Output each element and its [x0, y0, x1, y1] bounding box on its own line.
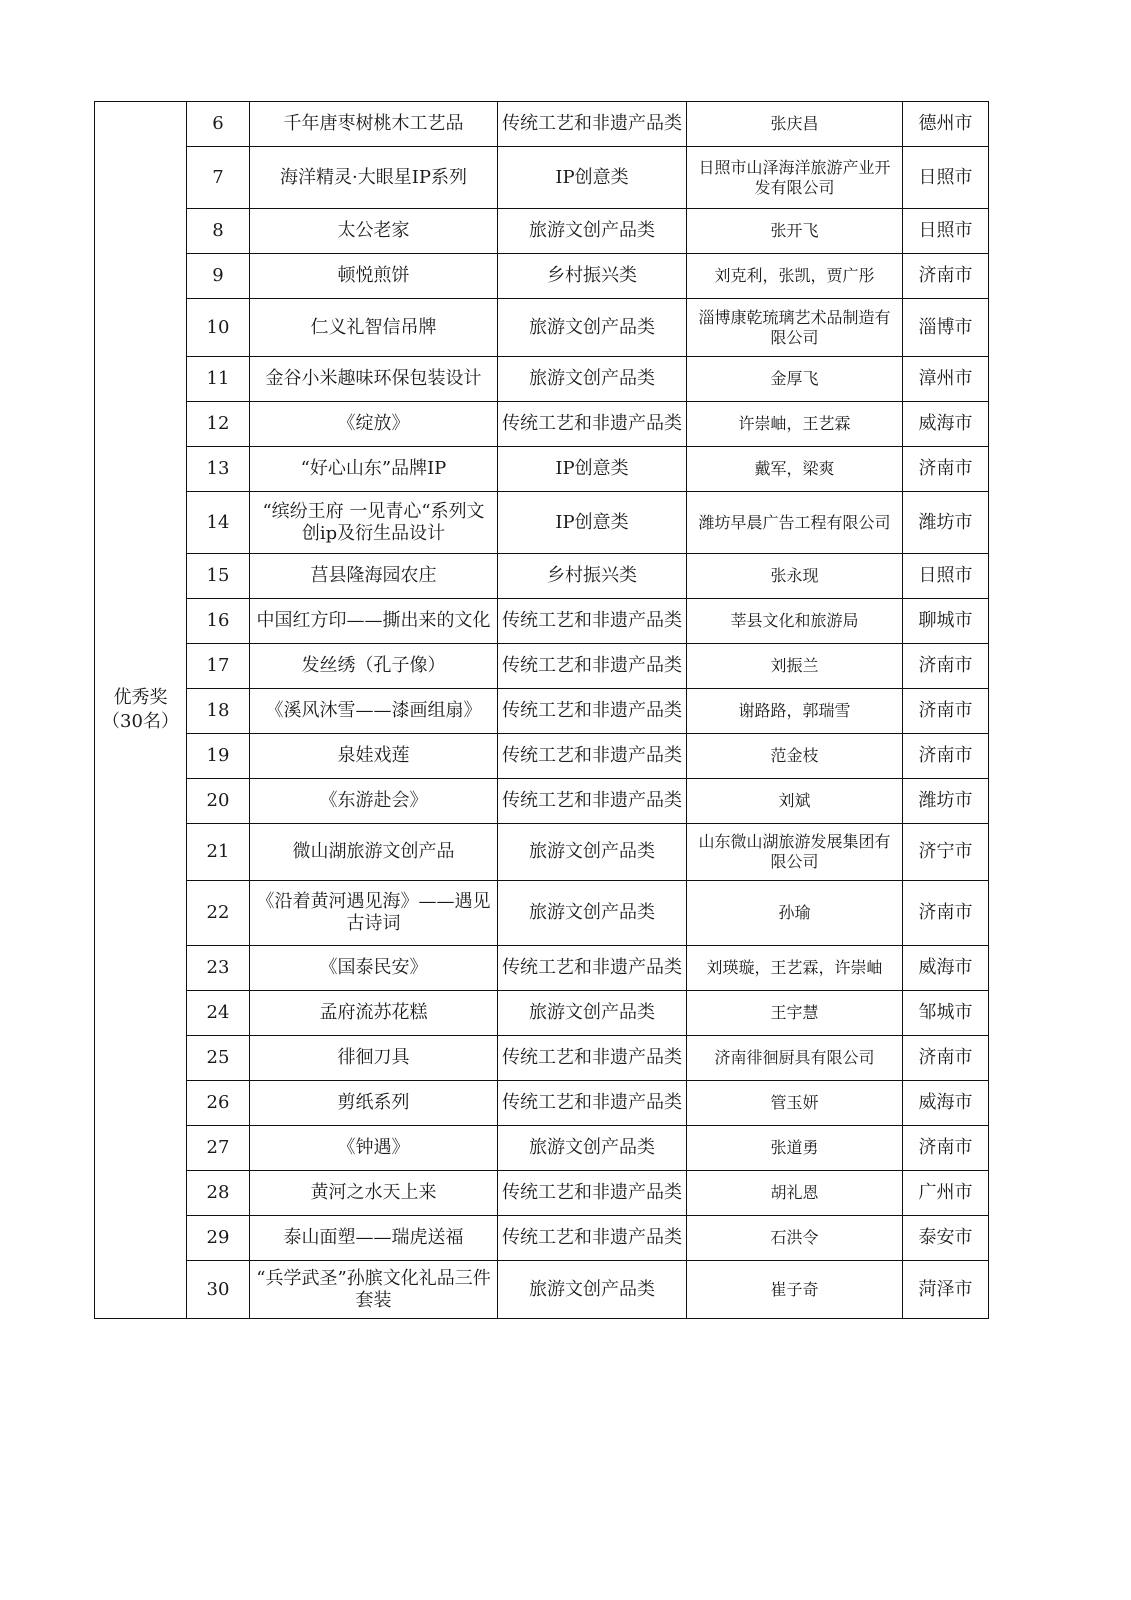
- entry-number: 24: [187, 991, 250, 1036]
- entry-author: 范金枝: [687, 734, 903, 779]
- entry-number: 8: [187, 209, 250, 254]
- entry-type: 传统工艺和非遗产品类: [498, 102, 687, 147]
- entry-name: “好心山东”品牌IP: [250, 447, 498, 492]
- entry-name: 徘徊刀具: [250, 1036, 498, 1081]
- table-row: [95, 402, 989, 447]
- entry-city: 威海市: [903, 402, 989, 447]
- table-row: [95, 357, 989, 402]
- entry-city: 济南市: [903, 1036, 989, 1081]
- entry-city: 广州市: [903, 1171, 989, 1216]
- award-table: [94, 101, 989, 1319]
- entry-city: 邹城市: [903, 991, 989, 1036]
- entry-name: 《钟遇》: [250, 1126, 498, 1171]
- entry-name: 中国红方印——撕出来的文化: [250, 599, 498, 644]
- table-row: [95, 102, 989, 147]
- entry-number: 26: [187, 1081, 250, 1126]
- entry-author: 谢路路，郭瑞雪: [687, 689, 903, 734]
- entry-author: 刘瑛璇，王艺霖，许崇岫: [687, 946, 903, 991]
- table-row: [95, 991, 989, 1036]
- entry-city: 德州市: [903, 102, 989, 147]
- table-row: [95, 599, 989, 644]
- entry-author: 崔子奇: [687, 1261, 903, 1319]
- entry-number: 10: [187, 299, 250, 357]
- entry-name: 顿悦煎饼: [250, 254, 498, 299]
- entry-type: 传统工艺和非遗产品类: [498, 1171, 687, 1216]
- entry-author: 石洪令: [687, 1216, 903, 1261]
- entry-name: 仁义礼智信吊牌: [250, 299, 498, 357]
- entry-type: 旅游文创产品类: [498, 209, 687, 254]
- table-row: [95, 644, 989, 689]
- entry-type: 旅游文创产品类: [498, 299, 687, 357]
- entry-number: 25: [187, 1036, 250, 1081]
- entry-number: 21: [187, 824, 250, 881]
- entry-author: 日照市山泽海洋旅游产业开发有限公司: [687, 147, 903, 209]
- entry-name: 太公老家: [250, 209, 498, 254]
- entry-type: 旅游文创产品类: [498, 1126, 687, 1171]
- entry-type: 旅游文创产品类: [498, 881, 687, 946]
- entry-name: 莒县隆海园农庄: [250, 554, 498, 599]
- table-row: [95, 299, 989, 357]
- entry-author: 金厚飞: [687, 357, 903, 402]
- entry-name: 《东游赴会》: [250, 779, 498, 824]
- entry-author: 山东微山湖旅游发展集团有限公司: [687, 824, 903, 881]
- entry-city: 济南市: [903, 881, 989, 946]
- table-row: [95, 824, 989, 881]
- table-row: [95, 147, 989, 209]
- entry-name: 泰山面塑——瑞虎送福: [250, 1216, 498, 1261]
- entry-author: 淄博康乾琉璃艺术品制造有限公司: [687, 299, 903, 357]
- table-row: [95, 1216, 989, 1261]
- entry-city: 济南市: [903, 1126, 989, 1171]
- entry-type: 传统工艺和非遗产品类: [498, 946, 687, 991]
- entry-author: 胡礼恩: [687, 1171, 903, 1216]
- entry-name: “兵学武圣”孙膑文化礼品三件套装: [250, 1261, 498, 1319]
- entry-name: 千年唐枣树桃木工艺品: [250, 102, 498, 147]
- entry-city: 济南市: [903, 734, 989, 779]
- entry-name: 剪纸系列: [250, 1081, 498, 1126]
- entry-number: 14: [187, 492, 250, 554]
- entry-name: “缤纷王府 一见青心“系列文创ip及衍生品设计: [250, 492, 498, 554]
- entry-city: 漳州市: [903, 357, 989, 402]
- entry-author: 刘克利，张凯，贾广彤: [687, 254, 903, 299]
- table-row: [95, 209, 989, 254]
- entry-author: 戴军，梁爽: [687, 447, 903, 492]
- entry-author: 许崇岫，王艺霖: [687, 402, 903, 447]
- entry-city: 济南市: [903, 689, 989, 734]
- entry-city: 济南市: [903, 644, 989, 689]
- entry-number: 18: [187, 689, 250, 734]
- table-row: [95, 881, 989, 946]
- entry-type: IP创意类: [498, 147, 687, 209]
- table-row: [95, 1261, 989, 1319]
- entry-number: 20: [187, 779, 250, 824]
- entry-name: 《国泰民安》: [250, 946, 498, 991]
- entry-city: 济南市: [903, 447, 989, 492]
- entry-type: 传统工艺和非遗产品类: [498, 1216, 687, 1261]
- entry-number: 19: [187, 734, 250, 779]
- entry-city: 威海市: [903, 1081, 989, 1126]
- entry-type: 传统工艺和非遗产品类: [498, 689, 687, 734]
- entry-author: 孙瑜: [687, 881, 903, 946]
- table-row: [95, 946, 989, 991]
- entry-name: 孟府流苏花糕: [250, 991, 498, 1036]
- entry-type: 乡村振兴类: [498, 254, 687, 299]
- award-category-count: （30名）: [102, 711, 179, 732]
- table-row: [95, 554, 989, 599]
- entry-type: 旅游文创产品类: [498, 1261, 687, 1319]
- entry-city: 聊城市: [903, 599, 989, 644]
- entry-type: 传统工艺和非遗产品类: [498, 1081, 687, 1126]
- entry-number: 11: [187, 357, 250, 402]
- entry-city: 潍坊市: [903, 779, 989, 824]
- entry-number: 17: [187, 644, 250, 689]
- entry-number: 13: [187, 447, 250, 492]
- entry-number: 23: [187, 946, 250, 991]
- table-row: [95, 689, 989, 734]
- award-category-cell: [95, 102, 187, 1319]
- entry-number: 7: [187, 147, 250, 209]
- entry-name: 发丝绣（孔子像）: [250, 644, 498, 689]
- entry-number: 27: [187, 1126, 250, 1171]
- entry-author: 王宇慧: [687, 991, 903, 1036]
- entry-number: 6: [187, 102, 250, 147]
- entry-type: 传统工艺和非遗产品类: [498, 1036, 687, 1081]
- entry-type: 乡村振兴类: [498, 554, 687, 599]
- entry-type: IP创意类: [498, 492, 687, 554]
- entry-type: 传统工艺和非遗产品类: [498, 644, 687, 689]
- table-row: [95, 1081, 989, 1126]
- entry-city: 淄博市: [903, 299, 989, 357]
- entry-author: 张开飞: [687, 209, 903, 254]
- table-row: [95, 1171, 989, 1216]
- entry-type: 传统工艺和非遗产品类: [498, 402, 687, 447]
- table-row: [95, 254, 989, 299]
- entry-name: 海洋精灵·大眼星IP系列: [250, 147, 498, 209]
- award-category-title: 优秀奖: [113, 687, 168, 708]
- entry-name: 《绽放》: [250, 402, 498, 447]
- entry-city: 日照市: [903, 209, 989, 254]
- entry-city: 菏泽市: [903, 1261, 989, 1319]
- entry-name: 《溪风沐雪——漆画组扇》: [250, 689, 498, 734]
- entry-type: 旅游文创产品类: [498, 824, 687, 881]
- entry-city: 泰安市: [903, 1216, 989, 1261]
- entry-type: 传统工艺和非遗产品类: [498, 779, 687, 824]
- table-row: [95, 1036, 989, 1081]
- entry-number: 9: [187, 254, 250, 299]
- entry-name: 泉娃戏莲: [250, 734, 498, 779]
- entry-name: 《沿着黄河遇见海》——遇见古诗词: [250, 881, 498, 946]
- entry-city: 潍坊市: [903, 492, 989, 554]
- entry-number: 29: [187, 1216, 250, 1261]
- entry-name: 微山湖旅游文创产品: [250, 824, 498, 881]
- entry-type: 传统工艺和非遗产品类: [498, 734, 687, 779]
- entry-author: 潍坊早晨广告工程有限公司: [687, 492, 903, 554]
- entry-author: 济南徘徊厨具有限公司: [687, 1036, 903, 1081]
- entry-city: 日照市: [903, 147, 989, 209]
- entry-type: 旅游文创产品类: [498, 357, 687, 402]
- entry-number: 12: [187, 402, 250, 447]
- table-row: [95, 492, 989, 554]
- entry-author: 莘县文化和旅游局: [687, 599, 903, 644]
- entry-number: 16: [187, 599, 250, 644]
- entry-type: 传统工艺和非遗产品类: [498, 599, 687, 644]
- entry-type: IP创意类: [498, 447, 687, 492]
- entry-number: 15: [187, 554, 250, 599]
- entry-name: 黄河之水天上来: [250, 1171, 498, 1216]
- entry-author: 张庆昌: [687, 102, 903, 147]
- entry-number: 22: [187, 881, 250, 946]
- table-row: [95, 447, 989, 492]
- entry-author: 刘斌: [687, 779, 903, 824]
- entry-author: 张道勇: [687, 1126, 903, 1171]
- entry-name: 金谷小米趣味环保包装设计: [250, 357, 498, 402]
- entry-city: 济宁市: [903, 824, 989, 881]
- table-row: [95, 779, 989, 824]
- table-row: [95, 1126, 989, 1171]
- entry-type: 旅游文创产品类: [498, 991, 687, 1036]
- entry-number: 30: [187, 1261, 250, 1319]
- entry-city: 日照市: [903, 554, 989, 599]
- table-row: [95, 734, 989, 779]
- entry-author: 刘振兰: [687, 644, 903, 689]
- award-table-body: [95, 102, 989, 1319]
- entry-city: 威海市: [903, 946, 989, 991]
- entry-author: 管玉妍: [687, 1081, 903, 1126]
- entry-author: 张永现: [687, 554, 903, 599]
- entry-city: 济南市: [903, 254, 989, 299]
- entry-number: 28: [187, 1171, 250, 1216]
